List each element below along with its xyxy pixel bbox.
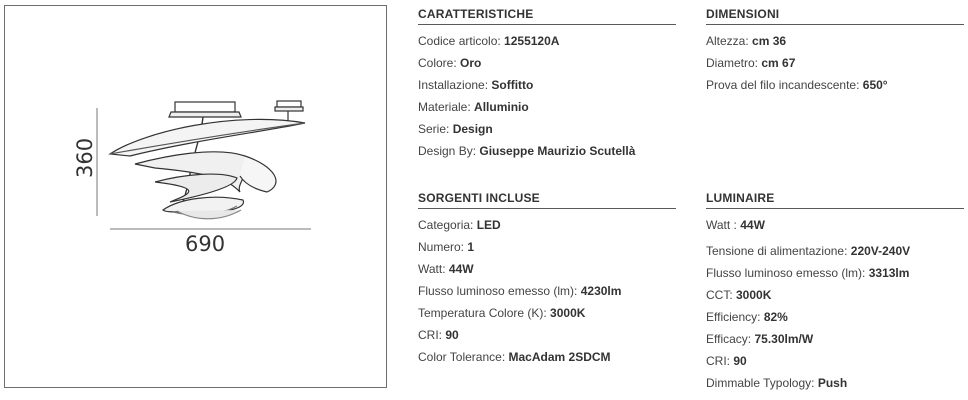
spec-row: Flusso luminoso emesso (lm): 3313lm xyxy=(706,266,910,280)
spec-row: Numero: 1 xyxy=(418,240,475,254)
spec-row: Watt : 44W xyxy=(706,218,765,232)
spec-row: Altezza: cm 36 xyxy=(706,34,787,48)
section-title-caratteristiche: CARATTERISTICHE xyxy=(418,7,676,25)
spec-row: Design By: Giuseppe Maurizio Scutellà xyxy=(418,144,636,158)
spec-row: Tensione di alimentazione: 220V-240V xyxy=(706,244,911,258)
spec-row: CRI: 90 xyxy=(418,328,459,342)
spec-row: Categoria: LED xyxy=(418,218,501,232)
spec-row: Efficiency: 82% xyxy=(706,310,788,324)
spec-row: Temperatura Colore (K): 3000K xyxy=(418,306,586,320)
section-title-sorgenti-incluse: SORGENTI INCLUSE xyxy=(418,191,676,209)
product-drawing-frame xyxy=(4,5,387,388)
spec-row: Dimmable Typology: Push xyxy=(706,376,848,390)
height-dimension-label: 360 xyxy=(73,137,97,178)
spec-row: Prova del filo incandescente: 650° xyxy=(706,78,888,92)
spec-row: Codice articolo: 1255120A xyxy=(418,34,560,48)
width-dimension-label: 690 xyxy=(185,232,226,256)
section-title-dimensioni: DIMENSIONI xyxy=(706,7,964,25)
spec-row: Efficacy: 75.30lm/W xyxy=(706,332,814,346)
lamp-outline xyxy=(110,101,305,219)
spec-row: Color Tolerance: MacAdam 2SDCM xyxy=(418,350,611,364)
spec-row: Serie: Design xyxy=(418,122,493,136)
spec-row: Materiale: Alluminio xyxy=(418,100,529,114)
spec-row: Installazione: Soffitto xyxy=(418,78,534,92)
spec-row: Colore: Oro xyxy=(418,56,482,70)
spec-row: Flusso luminoso emesso (lm): 4230lm xyxy=(418,284,622,298)
spec-row: Watt: 44W xyxy=(418,262,474,276)
spec-row: Diametro: cm 67 xyxy=(706,56,796,70)
section-sorgenti-incluse xyxy=(418,191,676,372)
lamp-technical-drawing xyxy=(5,6,388,389)
section-caratteristiche xyxy=(418,7,676,166)
section-luminaire xyxy=(706,191,964,398)
section-dimensioni xyxy=(706,7,964,100)
section-title-luminaire: LUMINAIRE xyxy=(706,191,964,209)
spec-row: CCT: 3000K xyxy=(706,288,772,302)
spec-row: CRI: 90 xyxy=(706,354,747,368)
